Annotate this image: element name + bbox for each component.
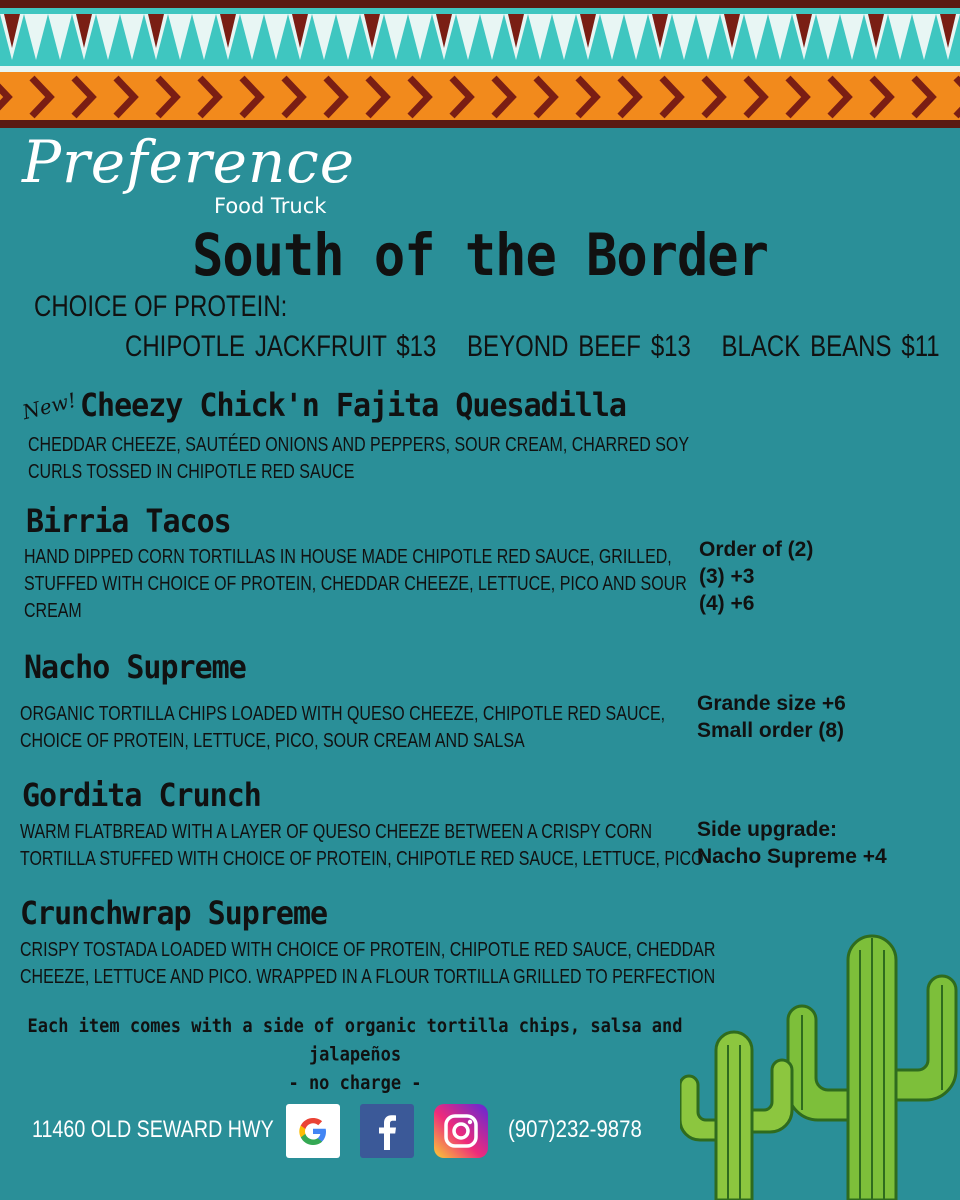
address: 11460 OLD SEWARD HWY: [32, 1116, 274, 1143]
item-desc-quesadilla: [28, 431, 689, 485]
item-side-nacho-supreme: [697, 690, 846, 744]
instagram-icon[interactable]: [434, 1104, 488, 1158]
decorative-top-border: [0, 0, 960, 128]
menu-title: South of the Border: [192, 222, 768, 290]
new-tag: New!: [19, 387, 79, 425]
phone-number: (907)232-9878: [508, 1116, 642, 1143]
note-line: - no charge -: [288, 1072, 422, 1095]
desc-line: CHEEZE, LETTUCE AND PICO. WRAPPED IN A FLOUR TORTILLA GRILLED TO PERFECTION: [20, 965, 716, 988]
desc-line: TORTILLA STUFFED WITH CHOICE OF PROTEIN, CHIPOTLE RED SAUCE, LETTUCE, PICO: [20, 847, 704, 870]
item-name-quesadilla: Cheezy Chick'n Fajita Quesadilla: [80, 386, 626, 425]
side-line: Order of (2): [699, 538, 814, 561]
item-desc-birria-tacos: [24, 543, 687, 624]
item-name-birria-tacos: Birria Tacos: [26, 502, 231, 541]
desc-line: ORGANIC TORTILLA CHIPS LOADED WITH QUESO CHEEZE, CHIPOTLE RED SAUCE,: [20, 702, 666, 725]
cactus-icon: [680, 920, 960, 1200]
item-side-birria-tacos: [699, 536, 813, 617]
item-side-gordita-crunch: [697, 816, 887, 870]
desc-line: HAND DIPPED CORN TORTILLAS IN HOUSE MADE CHIPOTLE RED SAUCE, GRILLED,: [24, 545, 672, 568]
item-name-crunchwrap-supreme: Crunchwrap Supreme: [20, 894, 328, 933]
desc-line: CHEDDAR CHEEZE, SAUTÉED ONIONS AND PEPPERS, SOUR CREAM, CHARRED SOY: [28, 433, 690, 456]
item-name-nacho-supreme: Nacho Supreme: [24, 648, 246, 687]
side-line: Nacho Supreme +4: [697, 845, 887, 868]
brand-subtitle: Food Truck: [214, 194, 327, 218]
desc-line: CRISPY TOSTADA LOADED WITH CHOICE OF PROTEIN, CHIPOTLE RED SAUCE, CHEDDAR: [20, 938, 716, 961]
side-line: Small order (8): [697, 719, 845, 742]
protein-options: [125, 330, 960, 364]
side-line: (4) +6: [699, 592, 755, 615]
google-icon[interactable]: [286, 1104, 340, 1158]
item-name-gordita-crunch: Gordita Crunch: [22, 776, 261, 815]
item-desc-crunchwrap-supreme: [20, 936, 715, 990]
protein-option-beyond-beef: BEYOND BEEF $13: [467, 330, 691, 363]
item-desc-gordita-crunch: [20, 818, 704, 872]
desc-line: CREAM: [24, 599, 82, 622]
desc-line: STUFFED WITH CHOICE OF PROTEIN, CHEDDAR CHEEZE, LETTUCE, PICO AND SOUR: [24, 572, 687, 595]
protein-option-jackfruit: CHIPOTLE JACKFRUIT $13: [125, 330, 437, 363]
brand-script: Preference: [22, 128, 356, 196]
item-desc-nacho-supreme: [20, 700, 665, 754]
side-line: Side upgrade:: [697, 818, 838, 841]
desc-line: CHOICE OF PROTEIN, LETTUCE, PICO, SOUR CREAM AND SALSA: [20, 729, 525, 752]
brand-logo: [22, 128, 382, 223]
side-line: (3) +3: [699, 565, 755, 588]
protein-option-black-beans: BLACK BEANS $11: [721, 330, 940, 363]
protein-label: CHOICE OF PROTEIN:: [34, 290, 288, 323]
note-line: Each item comes with a side of organic tortilla chips, salsa and jalapeños: [27, 1015, 683, 1066]
footer-note: [0, 1012, 710, 1098]
desc-line: WARM FLATBREAD WITH A LAYER OF QUESO CHEEZE BETWEEN A CRISPY CORN: [20, 820, 653, 843]
facebook-icon[interactable]: [360, 1104, 414, 1158]
desc-line: CURLS TOSSED IN CHIPOTLE RED SAUCE: [28, 460, 355, 483]
side-line: Grande size +6: [697, 692, 846, 715]
